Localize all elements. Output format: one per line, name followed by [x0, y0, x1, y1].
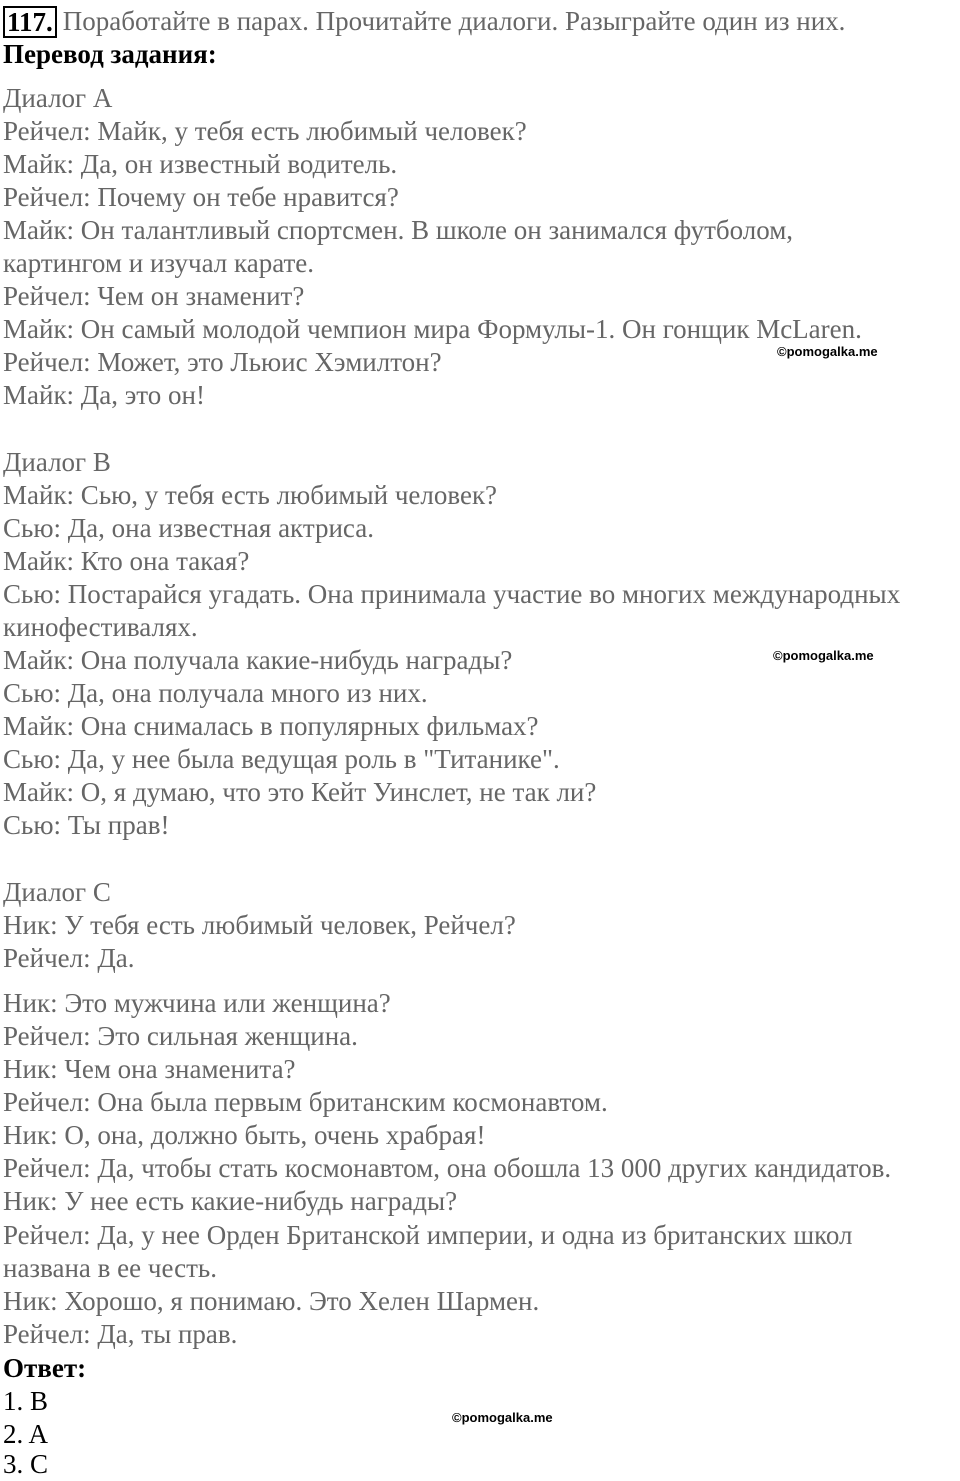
dialog-c-line: Ник: Хорошо, я понимаю. Это Хелен Шармен. [3, 1286, 540, 1316]
dialog-c-line: названа в ее честь. [3, 1253, 217, 1283]
dialog-a-line: Майк: Да, это он! [3, 380, 205, 410]
dialog-c-line: Рейчел: Она была первым британским космонавтом. [3, 1087, 608, 1117]
dialog-b-line: Майк: Она снималась в популярных фильмах? [3, 711, 539, 741]
watermark: ©pomogalka.me [773, 648, 874, 663]
dialog-b-line: Майк: О, я думаю, что это Кейт Уинслет, не так ли? [3, 777, 597, 807]
dialog-a-line: Рейчел: Может, это Льюис Хэмилтон? [3, 347, 442, 377]
dialog-b-line: Сью: Ты прав! [3, 810, 170, 840]
translation-heading: Перевод задания: [3, 39, 217, 69]
dialog-b-line: Сью: Да, у нее была ведущая роль в "Титанике". [3, 744, 560, 774]
dialog-c-line: Ник: У нее есть какие-нибудь награды? [3, 1186, 458, 1216]
dialog-c-line: Рейчел: Да, чтобы стать космонавтом, она обошла 13 000 других кандидатов. [3, 1153, 892, 1183]
dialog-c-line: Ник: У тебя есть любимый человек, Рейчел? [3, 910, 516, 940]
dialog-a-line: Майк: Он самый молодой чемпион мира Формулы-1. Он гонщик McLaren. [3, 314, 862, 344]
dialog-b-line: кинофестивалях. [3, 612, 198, 642]
answer-heading: Ответ: [3, 1353, 87, 1383]
dialog-b-line: Майк: Она получала какие-нибудь награды? [3, 645, 513, 675]
dialog-b-line: Майк: Кто она такая? [3, 546, 250, 576]
dialog-b-title: Диалог B [3, 447, 111, 477]
dialog-a-line: картингом и изучал карате. [3, 248, 315, 278]
watermark: ©pomogalka.me [777, 344, 878, 359]
dialog-c-line: Рейчел: Это сильная женщина. [3, 1021, 358, 1051]
answer-item: 1. B [3, 1386, 49, 1416]
task-number: 117. [3, 6, 57, 38]
dialog-c-line: Рейчел: Да. [3, 943, 135, 973]
dialog-b-line: Сью: Да, она известная актриса. [3, 513, 374, 543]
task-instruction: Поработайте в парах. Прочитайте диалоги. Разыграйте один из них. [62, 6, 846, 36]
dialog-a-line: Рейчел: Почему он тебе нравится? [3, 182, 399, 212]
dialog-c-line: Рейчел: Да, ты прав. [3, 1319, 238, 1349]
dialog-c-line: Ник: Это мужчина или женщина? [3, 988, 391, 1018]
dialog-c-title: Диалог C [3, 877, 111, 907]
dialog-a-line: Майк: Да, он известный водитель. [3, 149, 398, 179]
dialog-c-line: Ник: О, она, должно быть, очень храбрая! [3, 1120, 486, 1150]
answer-item: 2. A [3, 1419, 49, 1449]
dialog-b-line: Майк: Сью, у тебя есть любимый человек? [3, 480, 498, 510]
dialog-a-line: Рейчел: Майк, у тебя есть любимый человек? [3, 116, 527, 146]
answer-item: 3. C [3, 1449, 49, 1479]
dialog-c-line: Рейчел: Да, у нее Орден Британской империи, и одна из британских школ [3, 1220, 853, 1250]
watermark: ©pomogalka.me [452, 1410, 553, 1425]
dialog-a-title: Диалог A [3, 83, 113, 113]
dialog-c-line: Ник: Чем она знаменита? [3, 1054, 296, 1084]
dialog-b-line: Сью: Да, она получала много из них. [3, 678, 428, 708]
dialog-a-line: Майк: Он талантливый спортсмен. В школе он занимался футболом, [3, 215, 794, 245]
dialog-b-line: Сью: Постарайся угадать. Она принимала участие во многих международных [3, 579, 901, 609]
task-header [3, 5, 845, 38]
dialog-a-line: Рейчел: Чем он знаменит? [3, 281, 305, 311]
